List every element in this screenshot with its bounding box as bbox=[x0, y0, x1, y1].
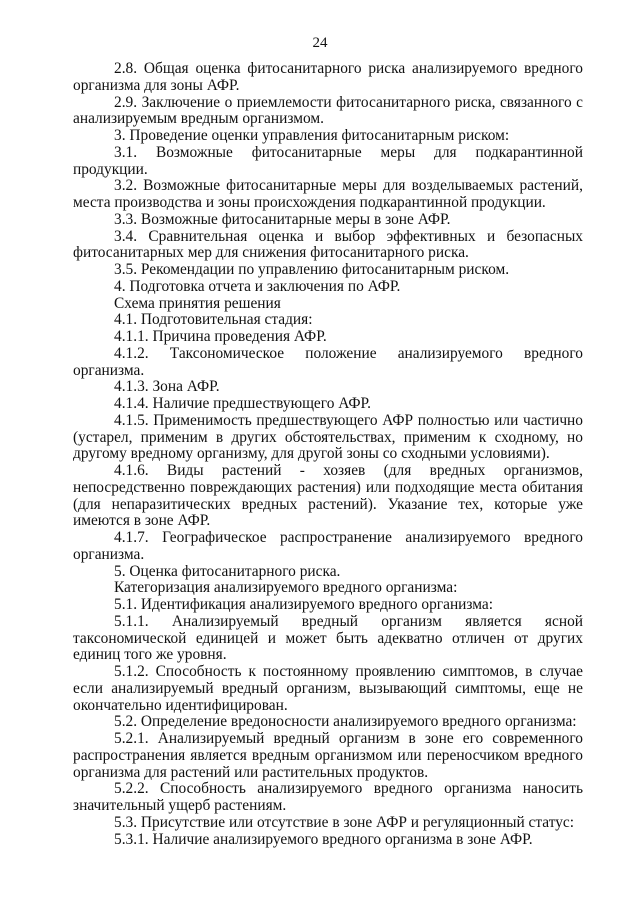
paragraph: 4. Подготовка отчета и заключения по АФР. bbox=[114, 277, 401, 295]
paragraph: 5. Оценка фитосанитарного риска. bbox=[114, 562, 341, 580]
paragraph: 5.3. Присутствие или отсутствие в зоне АФР и регуляционный статус: bbox=[114, 813, 575, 831]
paragraph: 2.8. Общая оценка фитосанитарного риска анализируемого вредного организма для зоны АФР. bbox=[73, 60, 583, 94]
paragraph: 3.5. Рекомендации по управлению фитосанитарным риском. bbox=[114, 261, 510, 278]
paragraph: 5.1.2. Способность к постоянному проявлению симптомов, в случае если анализируемый вредный организм, вызывающий симптомы, еще не окончательно идентифицирован. bbox=[73, 663, 583, 714]
paragraph: 3.2. Возможные фитосанитарные меры для возделываемых растений, места производства и зоны происхождения подкарантинной продукции. bbox=[73, 177, 583, 211]
paragraph: 5.3.1. Наличие анализируемого вредного организма в зоне АФР. bbox=[114, 830, 533, 848]
paragraph: 4.1.3. Зона АФР. bbox=[114, 378, 220, 396]
paragraph: 4.1.4. Наличие предшествующего АФР. bbox=[114, 395, 372, 412]
page-number: 24 bbox=[312, 35, 328, 51]
paragraph: 5.2. Определение вредоносности анализируемого вредного организма: bbox=[114, 713, 577, 731]
paragraph: 4.1.1. Причина проведения АФР. bbox=[114, 328, 327, 345]
paragraph: 3. Проведение оценки управления фитосанитарным риском: bbox=[114, 127, 510, 144]
paragraph: 5.2.2. Способность анализируемого вредного организма наносить значительный ущерб растениям. bbox=[73, 780, 583, 814]
paragraph: 3.1. Возможные фитосанитарные меры для подкарантинной продукции. bbox=[73, 143, 583, 178]
paragraph: 5.1.1. Анализируемый вредный организм является ясной таксономической единицей и может быть адекватно отличен от других единиц того же уровня. bbox=[73, 612, 583, 664]
document-body bbox=[73, 61, 583, 848]
paragraph: 4.1.2. Таксономическое положение анализируемого вредного организма. bbox=[73, 344, 583, 379]
paragraph: 5.1. Идентификация анализируемого вредного организма: bbox=[114, 596, 494, 613]
paragraph: 3.4. Сравнительная оценка и выбор эффективных и безопасных фитосанитарных мер для снижения фитосанитарного риска. bbox=[73, 227, 583, 262]
paragraph: Схема принятия решения bbox=[114, 294, 281, 312]
paragraph: 4.1. Подготовительная стадия: bbox=[114, 311, 313, 329]
paragraph: 3.3. Возможные фитосанитарные меры в зоне АФР. bbox=[114, 210, 451, 228]
paragraph: 4.1.7. Географическое распространение анализируемого вредного организма. bbox=[73, 529, 583, 563]
paragraph: Категоризация анализируемого вредного организма: bbox=[114, 579, 458, 597]
paragraph: 4.1.5. Применимость предшествующего АФР полностью или частично (устарел, применим в других обстоятельствах, применим к сходному, но другому вредному организму, для другой зоны со сходными условиями). bbox=[73, 411, 583, 463]
paragraph: 2.9. Заключение о приемлемости фитосанитарного риска, связанного с анализируемым вредным организмом. bbox=[73, 93, 583, 128]
paragraph: 4.1.6. Виды растений - хозяев (для вредных организмов, непосредственно повреждающих растения) или подходящие места обитания (для непаразитических вредных растений). Указание тех, которые уже имеются в зоне АФР. bbox=[73, 462, 583, 530]
paragraph: 5.2.1. Анализируемый вредный организм в зоне его современного распространения является вредным организмом или переносчиком вредного организма для растений или растительных продуктов. bbox=[73, 730, 583, 781]
